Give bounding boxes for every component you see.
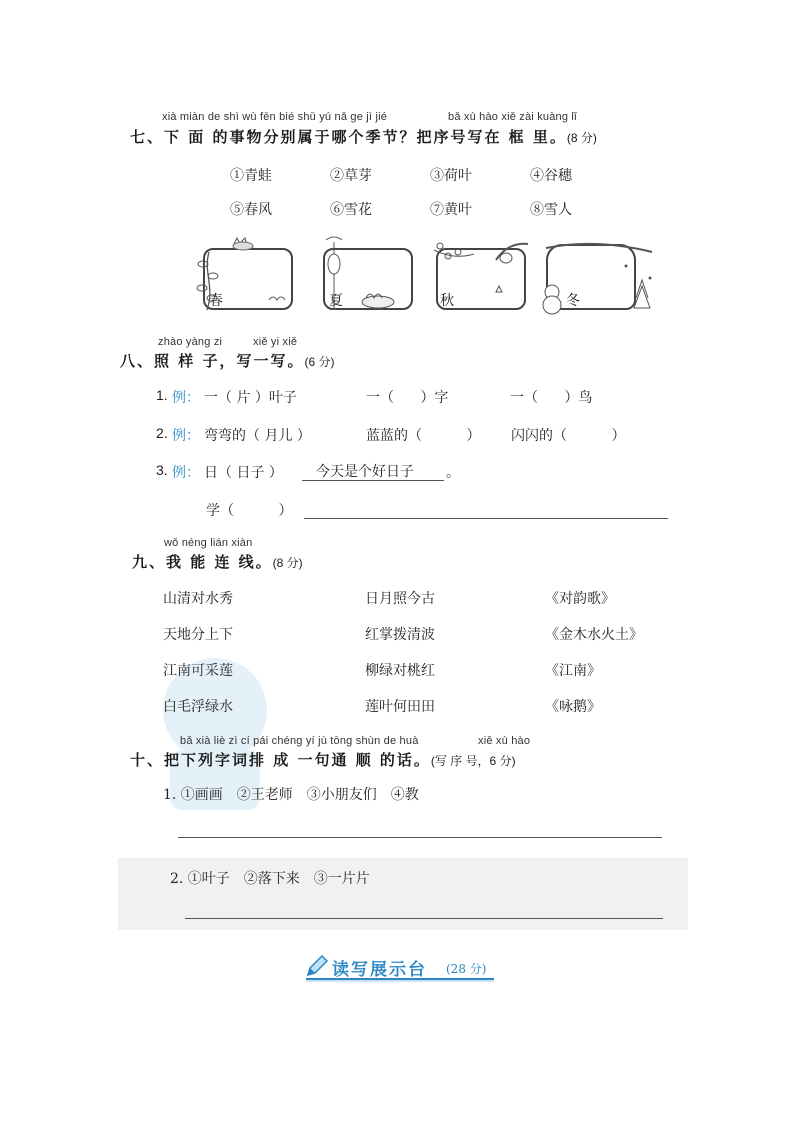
q7-item-3: ③荷叶: [430, 168, 472, 184]
summer-label: 夏: [329, 293, 343, 309]
q8-row4-blank[interactable]: 学（ ）: [206, 503, 293, 519]
summer-lotus-icon: [310, 232, 420, 314]
q9-col2-item-1[interactable]: 日月照今古: [365, 591, 435, 607]
q8-row2-blank-b[interactable]: 蓝蓝的（ ）: [366, 428, 481, 444]
q7-item-5: ⑤春风: [230, 202, 272, 218]
q8-row3-period: 。: [446, 465, 460, 481]
q10-score: (写 序 号，6 分): [430, 754, 516, 768]
q9-pinyin: wǒ néng lián xiàn: [164, 537, 253, 549]
q9-score: (8 分): [272, 556, 303, 570]
q7-item-4: ④谷穗: [530, 168, 572, 184]
q7-pinyin-b: bǎ xù hào xiě zài kuàng lǐ: [448, 111, 577, 123]
q8-pinyin-a: zhào yàng zi: [158, 336, 223, 348]
q8-row1-example: 一（ 片 ）叶子: [204, 390, 297, 406]
q9-title-text: 九、我 能 连 线。: [132, 553, 273, 571]
q10-sentence-1: 1. ①画画 ②王老师 ③小朋友们 ④教: [163, 787, 419, 803]
winter-label: 冬: [566, 293, 580, 309]
q8-score: (6 分): [304, 355, 335, 369]
q9-col3-item-1[interactable]: 《对韵歌》: [545, 591, 615, 607]
winter-snowman-icon: [530, 236, 660, 316]
q8-row4-answer-line[interactable]: [304, 518, 668, 519]
q8-row1-blank-c[interactable]: 一（ ）鸟: [510, 390, 593, 406]
q10-answer-line-2[interactable]: [185, 918, 663, 919]
q10-sentence-2: 2. ①叶子 ②落下来 ③一片片: [170, 871, 370, 887]
q8-pinyin-b: xiě yi xiě: [253, 336, 298, 348]
q9-col1-item-2[interactable]: 天地分上下: [163, 627, 233, 643]
q9-col3-item-3[interactable]: 《江南》: [545, 663, 601, 679]
q8-row1-num: 1.: [156, 387, 168, 403]
pencil-icon: [304, 953, 330, 979]
q8-row3-num: 3.: [156, 462, 168, 478]
banner-title: 读写展示台: [332, 960, 427, 980]
q8-row1-example-label: 例：: [172, 390, 200, 406]
q10-title-text: 十、把下列字词排 成 一句通 顺 的话。: [130, 751, 431, 769]
banner-score: (28 分): [446, 962, 487, 976]
q7-title-text: 七、下 面 的事物分别属于哪个季节？把序号写在 框 里。: [130, 128, 567, 146]
q9-col2-item-3[interactable]: 柳绿对桃红: [365, 663, 435, 679]
q9-title: [132, 551, 303, 572]
spring-label: 春: [209, 293, 223, 309]
q8-title: [120, 350, 334, 371]
q8-title-text: 八、照 样 子，写一写。: [120, 352, 305, 370]
q9-col1-item-3[interactable]: 江南可采莲: [163, 663, 233, 679]
q8-row2-blank-c[interactable]: 闪闪的（ ）: [511, 428, 626, 444]
q8-row3-underline: [302, 480, 444, 481]
autumn-label: 秋: [440, 293, 454, 309]
q10-pinyin-a: bǎ xià liè zì cí pái chéng yí jù tōng shùn de huà: [180, 735, 419, 747]
q10-answer-line-1[interactable]: [178, 837, 662, 838]
q8-row2-example-label: 例：: [172, 428, 200, 444]
q7-item-7: ⑦黄叶: [430, 202, 472, 218]
q7-item-2: ②草芽: [330, 168, 372, 184]
q9-col2-item-4[interactable]: 莲叶何田田: [365, 699, 435, 715]
q8-row2-num: 2.: [156, 425, 168, 441]
q9-col2-item-2[interactable]: 红掌拨清波: [365, 627, 435, 643]
q9-col1-item-1[interactable]: 山清对水秀: [163, 591, 233, 607]
q8-row1-blank-b[interactable]: 一（ ）字: [366, 390, 449, 406]
q10-pinyin-b: xiě xù hào: [478, 735, 531, 747]
q9-col1-item-4[interactable]: 白毛浮绿水: [163, 699, 233, 715]
q8-row3-answer: 今天是个好日子: [316, 464, 414, 480]
q9-col3-item-2[interactable]: 《金木水火土》: [545, 627, 643, 643]
q10-title: [130, 749, 516, 770]
q8-row2-example: 弯弯的（ 月儿 ）: [204, 428, 311, 444]
q7-pinyin-a: xià miàn de shì wù fēn bié shǔ yú nǎ ge jì jié: [162, 111, 388, 123]
q7-item-8: ⑧雪人: [530, 202, 572, 218]
q7-score: (8 分): [566, 131, 597, 145]
q9-col3-item-4[interactable]: 《咏鹅》: [545, 699, 601, 715]
q7-item-1: ①青蛙: [230, 168, 272, 184]
q8-row3-example: 日（ 日子 ）: [204, 465, 283, 481]
q8-row3-example-label: 例：: [172, 465, 200, 481]
q7-item-6: ⑥雪花: [330, 202, 372, 218]
q7-title: [130, 126, 597, 147]
